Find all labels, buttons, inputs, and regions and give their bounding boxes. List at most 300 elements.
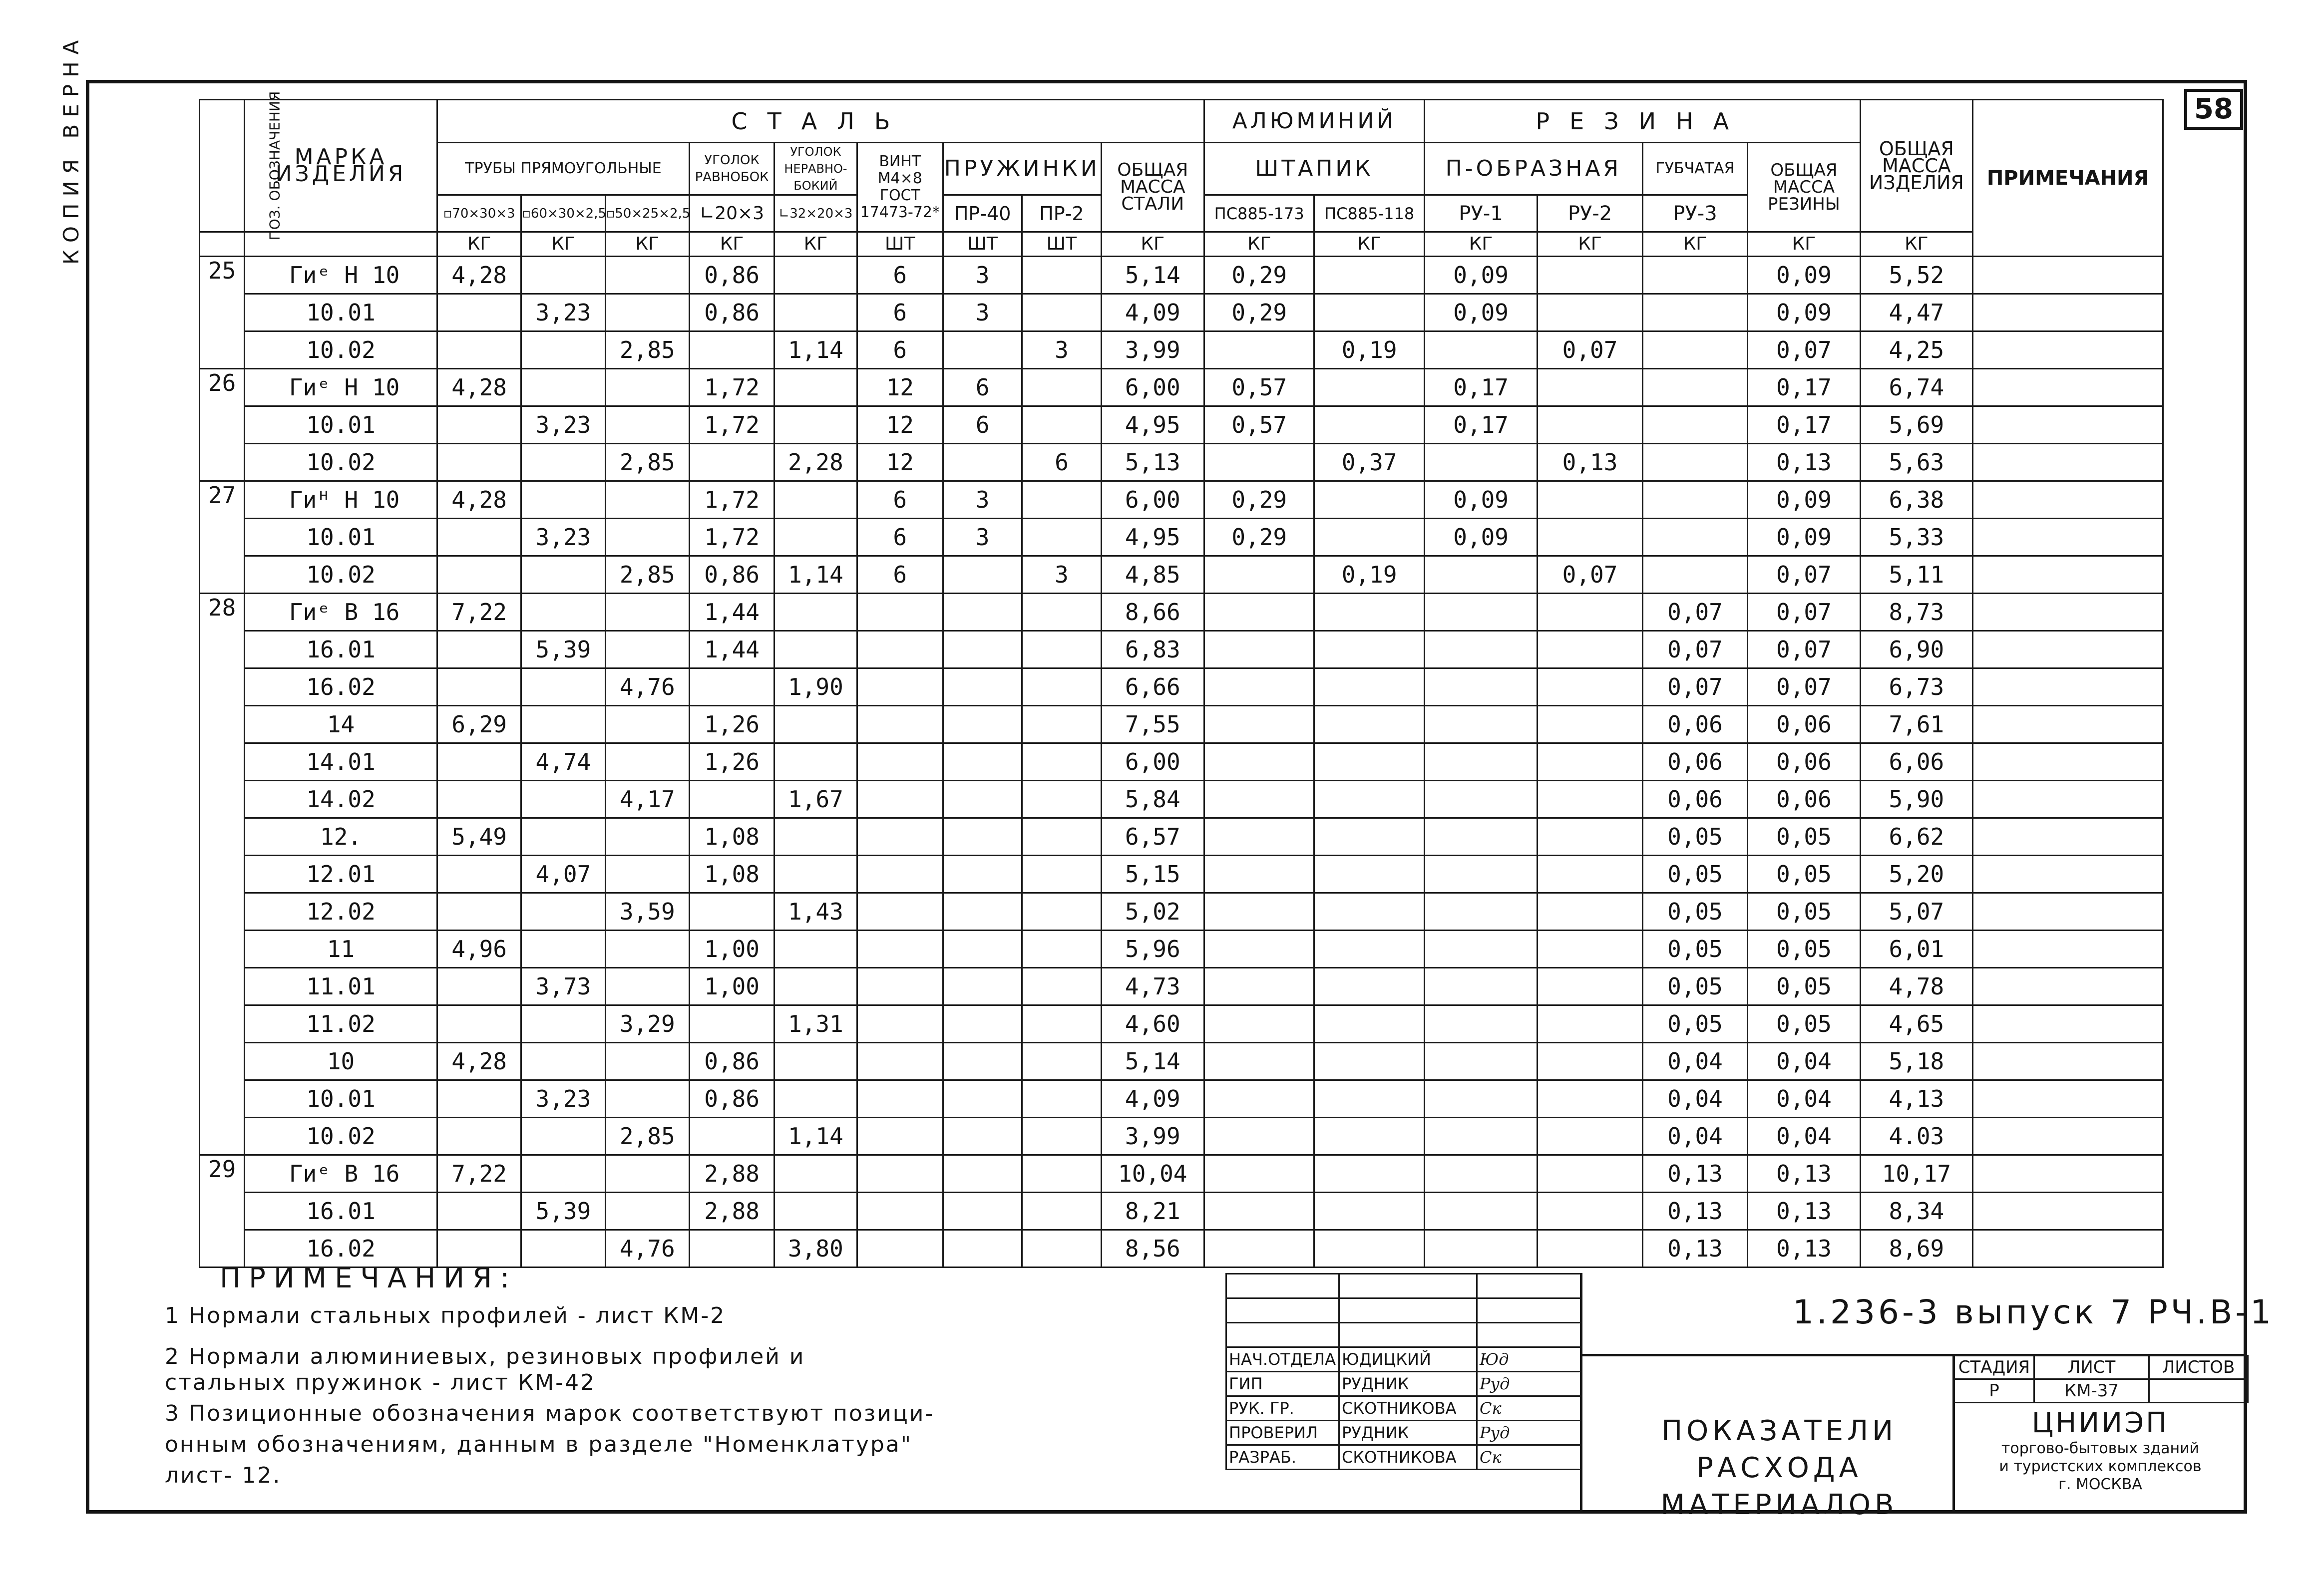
signature-role: ГИП [1226, 1372, 1339, 1396]
value-cell [1204, 856, 1314, 893]
value-cell [943, 331, 1022, 369]
value-cell: 5,63 [1860, 444, 1972, 481]
value-cell [943, 968, 1022, 1005]
signature-row [1226, 1396, 1581, 1421]
value-cell [605, 856, 689, 893]
value-cell [1022, 369, 1101, 406]
value-cell [521, 481, 605, 519]
value-cell [689, 668, 774, 706]
value-cell [775, 1193, 857, 1230]
value-cell [775, 743, 857, 781]
table-row [200, 706, 2163, 743]
value-cell [521, 893, 605, 931]
value-cell [521, 1005, 605, 1043]
value-cell [1204, 594, 1314, 631]
mark-cell: Гиᵉ Н 10 [245, 257, 437, 294]
sheets-value [2149, 1379, 2248, 1403]
header-aluminium: АЛЮМИНИЙ [1204, 100, 1424, 143]
document-code: 1.236-3 выпуск 7 РЧ.В-1 [1793, 1293, 2275, 1331]
value-cell [1314, 893, 1424, 931]
value-cell: 2,85 [605, 556, 689, 594]
value-cell: 0,37 [1314, 444, 1424, 481]
value-cell: 4,65 [1860, 1005, 1972, 1043]
value-cell: 1,44 [689, 631, 774, 668]
value-cell [1022, 856, 1101, 893]
note-line: лист- 12. [165, 1463, 282, 1488]
value-cell [521, 594, 605, 631]
note-cell [1973, 893, 2163, 931]
value-cell [775, 856, 857, 893]
header-springs: ПРУЖИНКИ [943, 143, 1101, 195]
value-cell: 0,13 [1748, 1193, 1860, 1230]
value-cell: 1,26 [689, 743, 774, 781]
value-cell: 8,69 [1860, 1230, 1972, 1268]
value-cell [857, 706, 943, 743]
value-cell [1538, 743, 1642, 781]
value-cell [1022, 706, 1101, 743]
value-cell: 0,05 [1748, 968, 1860, 1005]
value-cell [775, 1043, 857, 1080]
value-cell [521, 1230, 605, 1268]
value-cell [1538, 294, 1642, 331]
value-cell: 0,57 [1204, 406, 1314, 444]
value-cell: 4,28 [437, 257, 521, 294]
signature-row [1226, 1421, 1581, 1445]
header-spring-1: ПР-40 [943, 195, 1022, 232]
header-pipe-3: ▫50×25×2,5 [605, 195, 689, 232]
value-cell: 0,57 [1204, 369, 1314, 406]
table-row [200, 1043, 2163, 1080]
mark-cell: 14.02 [245, 781, 437, 818]
organization: ЦНИИЭП торгово-бытовых зданий и туристских комплексов г. МОСКВА [1999, 1407, 2202, 1493]
table-row [200, 481, 2163, 519]
mark-cell: 10.02 [245, 331, 437, 369]
mark-cell: 16.01 [245, 631, 437, 668]
value-cell [1424, 1043, 1537, 1080]
value-cell [521, 818, 605, 856]
value-cell: 7,22 [437, 1155, 521, 1193]
header-pos: ПОЗ. ОБОЗНАЧЕНИЯ [200, 100, 245, 232]
value-cell: 3,99 [1101, 1118, 1204, 1155]
position-cell: 25 [200, 257, 245, 369]
value-cell [857, 1155, 943, 1193]
value-cell [437, 856, 521, 893]
value-cell [1424, 1230, 1537, 1268]
value-cell [689, 331, 774, 369]
value-cell [1538, 818, 1642, 856]
table-row [200, 1118, 2163, 1155]
value-cell: 8,21 [1101, 1193, 1204, 1230]
value-cell [943, 1193, 1022, 1230]
value-cell: 0,05 [1748, 818, 1860, 856]
value-cell [1204, 631, 1314, 668]
value-cell: 0,04 [1748, 1118, 1860, 1155]
value-cell: 0,04 [1642, 1043, 1747, 1080]
value-cell: 5,52 [1860, 257, 1972, 294]
value-cell: 5,39 [521, 631, 605, 668]
value-cell [775, 706, 857, 743]
signature-role: ПРОВЕРИЛ [1226, 1421, 1339, 1445]
value-cell [437, 331, 521, 369]
value-cell: 2,85 [605, 1118, 689, 1155]
value-cell [1204, 1193, 1314, 1230]
value-cell: 5,02 [1101, 893, 1204, 931]
value-cell [1022, 931, 1101, 968]
value-cell [605, 481, 689, 519]
value-cell: 6 [857, 556, 943, 594]
value-cell [689, 1118, 774, 1155]
header-mark: МАРКА ИЗДЕЛИЯ [245, 100, 437, 232]
header-spring-2: ПР-2 [1022, 195, 1101, 232]
value-cell: 0,05 [1642, 856, 1747, 893]
value-cell: 0,17 [1424, 369, 1537, 406]
value-cell [1022, 294, 1101, 331]
value-cell: 12 [857, 369, 943, 406]
value-cell [943, 1155, 1022, 1193]
value-cell: 6 [1022, 444, 1101, 481]
value-cell: 4,76 [605, 1230, 689, 1268]
unit-kg: КГ [1748, 232, 1860, 257]
value-cell [857, 931, 943, 968]
value-cell [943, 781, 1022, 818]
value-cell: 0,05 [1642, 893, 1747, 931]
value-cell: 0,13 [1748, 444, 1860, 481]
value-cell [857, 1118, 943, 1155]
value-cell [1538, 856, 1642, 893]
value-cell [437, 631, 521, 668]
note-cell [1973, 706, 2163, 743]
value-cell [521, 1043, 605, 1080]
unit-kg: КГ [1424, 232, 1537, 257]
table-body [200, 257, 2163, 1268]
table-row [200, 257, 2163, 294]
value-cell [521, 444, 605, 481]
table-row [200, 893, 2163, 931]
value-cell [775, 481, 857, 519]
value-cell [1022, 668, 1101, 706]
value-cell [605, 743, 689, 781]
value-cell: 5,49 [437, 818, 521, 856]
value-cell [1642, 444, 1747, 481]
signature-block [1225, 1273, 1581, 1470]
value-cell [1204, 1005, 1314, 1043]
value-cell: 4,76 [605, 668, 689, 706]
value-cell [605, 519, 689, 556]
value-cell [1314, 519, 1424, 556]
value-cell [1538, 1080, 1642, 1118]
header-angle-uneq: УГОЛОК НЕРАВНО-БОКИЙ [775, 143, 857, 195]
notes-title: ПРИМЕЧАНИЯ: [220, 1262, 517, 1294]
value-cell: 1,00 [689, 968, 774, 1005]
mark-cell: Гиᵉ В 16 [245, 1155, 437, 1193]
note-cell [1973, 481, 2163, 519]
value-cell [1538, 706, 1642, 743]
value-cell: 0,09 [1424, 294, 1537, 331]
value-cell [437, 743, 521, 781]
value-cell: 5,07 [1860, 893, 1972, 931]
unit-kg: КГ [1101, 232, 1204, 257]
value-cell [1204, 1230, 1314, 1268]
value-cell [1424, 1155, 1537, 1193]
value-cell: 3,23 [521, 1080, 605, 1118]
value-cell [857, 968, 943, 1005]
value-cell: 10,17 [1860, 1155, 1972, 1193]
value-cell [437, 1118, 521, 1155]
value-cell [1314, 481, 1424, 519]
value-cell [943, 856, 1022, 893]
value-cell: 1,14 [775, 331, 857, 369]
unit-kg: КГ [775, 232, 857, 257]
value-cell [1424, 1005, 1537, 1043]
value-cell: 5,14 [1101, 257, 1204, 294]
value-cell: 1,08 [689, 818, 774, 856]
mark-cell: 10.01 [245, 294, 437, 331]
value-cell [605, 706, 689, 743]
stage-table [1953, 1355, 2249, 1403]
value-cell: 6 [943, 406, 1022, 444]
value-cell: 3,29 [605, 1005, 689, 1043]
value-cell [1538, 1043, 1642, 1080]
value-cell: 6,66 [1101, 668, 1204, 706]
value-cell [775, 1080, 857, 1118]
value-cell: 6,57 [1101, 818, 1204, 856]
value-cell: 0,06 [1748, 706, 1860, 743]
value-cell [1314, 856, 1424, 893]
value-cell [1314, 1080, 1424, 1118]
value-cell [1022, 631, 1101, 668]
header-ru-2: РУ-2 [1538, 195, 1642, 232]
value-cell: 6 [857, 294, 943, 331]
mark-cell: 16.01 [245, 1193, 437, 1230]
value-cell [1314, 1118, 1424, 1155]
table-row [200, 556, 2163, 594]
stage-value: Р [1954, 1379, 2034, 1403]
value-cell: 4,28 [437, 369, 521, 406]
value-cell [775, 631, 857, 668]
table-row [200, 743, 2163, 781]
value-cell [521, 556, 605, 594]
value-cell [437, 406, 521, 444]
value-cell: 0,13 [1642, 1155, 1747, 1193]
value-cell: 3,80 [775, 1230, 857, 1268]
value-cell [943, 631, 1022, 668]
value-cell: 0,13 [1642, 1193, 1747, 1230]
value-cell [1204, 968, 1314, 1005]
value-cell: 0,09 [1748, 257, 1860, 294]
value-cell: 1,90 [775, 668, 857, 706]
value-cell: 5,69 [1860, 406, 1972, 444]
value-cell [1204, 893, 1314, 931]
value-cell [1022, 1080, 1101, 1118]
value-cell [1022, 1193, 1101, 1230]
value-cell [775, 594, 857, 631]
value-cell [943, 818, 1022, 856]
value-cell: 0,17 [1748, 369, 1860, 406]
header-spongy: ГУБЧАТАЯ [1642, 143, 1747, 195]
value-cell: 0,05 [1748, 1005, 1860, 1043]
value-cell [1424, 444, 1537, 481]
value-cell [1314, 968, 1424, 1005]
value-cell [1642, 519, 1747, 556]
note-cell [1973, 406, 2163, 444]
value-cell [857, 893, 943, 931]
unit-kg: КГ [1204, 232, 1314, 257]
value-cell [943, 1118, 1022, 1155]
value-cell [1022, 781, 1101, 818]
note-cell [1973, 968, 2163, 1005]
value-cell: 4,60 [1101, 1005, 1204, 1043]
value-cell: 5,96 [1101, 931, 1204, 968]
note-cell [1973, 631, 2163, 668]
value-cell: 4,78 [1860, 968, 1972, 1005]
header-pipes: ТРУБЫ ПРЯМОУГОЛЬНЫЕ [437, 143, 689, 195]
value-cell: 0,04 [1642, 1080, 1747, 1118]
unit-kg: КГ [605, 232, 689, 257]
value-cell [1204, 931, 1314, 968]
table-row [200, 1005, 2163, 1043]
value-cell: 0,86 [689, 1080, 774, 1118]
value-cell: 4,85 [1101, 556, 1204, 594]
value-cell: 5,20 [1860, 856, 1972, 893]
value-cell [943, 931, 1022, 968]
value-cell [1538, 519, 1642, 556]
value-cell [605, 931, 689, 968]
sheets-header: ЛИСТОВ [2149, 1356, 2248, 1379]
value-cell [775, 1155, 857, 1193]
value-cell: 1,00 [689, 931, 774, 968]
signature-role: РАЗРАБ. [1226, 1445, 1339, 1470]
value-cell: 0,17 [1748, 406, 1860, 444]
note-line: 2 Нормали алюминиевых, резиновых профилей и [165, 1344, 805, 1369]
value-cell [605, 257, 689, 294]
signature-name: ЮДИЦКИЙ [1339, 1347, 1477, 1372]
value-cell [1424, 668, 1537, 706]
value-cell: 0,17 [1424, 406, 1537, 444]
table-row [200, 519, 2163, 556]
note-cell [1973, 781, 2163, 818]
signature-mark: Руд [1477, 1421, 1581, 1445]
value-cell: 0,07 [1642, 668, 1747, 706]
value-cell: 0,09 [1748, 294, 1860, 331]
value-cell: 5,11 [1860, 556, 1972, 594]
signature-name: СКОТНИКОВА [1339, 1396, 1477, 1421]
value-cell: 0,06 [1642, 781, 1747, 818]
position-cell: 28 [200, 594, 245, 1155]
mark-cell: 14.01 [245, 743, 437, 781]
mark-cell: 16.02 [245, 668, 437, 706]
value-cell [1538, 1155, 1642, 1193]
value-cell: 8,73 [1860, 594, 1972, 631]
note-cell [1973, 1230, 2163, 1268]
value-cell [1424, 968, 1537, 1005]
value-cell: 2,28 [775, 444, 857, 481]
mark-cell: 10.02 [245, 444, 437, 481]
value-cell [775, 519, 857, 556]
value-cell: 0,07 [1748, 556, 1860, 594]
header-p-shaped: П-ОБРАЗНАЯ [1424, 143, 1642, 195]
value-cell: 6,00 [1101, 743, 1204, 781]
mark-cell: 11 [245, 931, 437, 968]
value-cell: 3 [1022, 331, 1101, 369]
value-cell [943, 1230, 1022, 1268]
value-cell: 1,14 [775, 556, 857, 594]
value-cell: 2,85 [605, 444, 689, 481]
value-cell [857, 856, 943, 893]
value-cell: 12 [857, 444, 943, 481]
value-cell: 3 [943, 519, 1022, 556]
value-cell [1204, 1043, 1314, 1080]
value-cell [437, 1080, 521, 1118]
value-cell: 3 [943, 294, 1022, 331]
value-cell [437, 444, 521, 481]
mark-cell: 10 [245, 1043, 437, 1080]
value-cell: 0,06 [1642, 706, 1747, 743]
value-cell [1642, 331, 1747, 369]
value-cell: 0,04 [1748, 1080, 1860, 1118]
position-cell: 26 [200, 369, 245, 481]
value-cell: 0,13 [1748, 1155, 1860, 1193]
value-cell [437, 519, 521, 556]
value-cell: 3 [943, 257, 1022, 294]
note-cell [1973, 519, 2163, 556]
value-cell [943, 1005, 1022, 1043]
value-cell: 4,09 [1101, 294, 1204, 331]
value-cell [775, 818, 857, 856]
header-angle-eq-size: ∟20×3 [689, 195, 774, 232]
note-cell [1973, 856, 2163, 893]
signature-blank-row [1226, 1323, 1581, 1347]
value-cell [437, 781, 521, 818]
value-cell [1314, 294, 1424, 331]
value-cell [521, 1155, 605, 1193]
signature-row [1226, 1445, 1581, 1470]
value-cell: 0,05 [1642, 1005, 1747, 1043]
value-cell [1022, 1005, 1101, 1043]
value-cell [1022, 893, 1101, 931]
signature-blank-row [1226, 1274, 1581, 1298]
value-cell [775, 931, 857, 968]
value-cell [1314, 1230, 1424, 1268]
note-cell [1973, 556, 2163, 594]
table-row [200, 406, 2163, 444]
value-cell [605, 594, 689, 631]
unit-kg: КГ [1314, 232, 1424, 257]
note-cell [1973, 594, 2163, 631]
value-cell [1424, 781, 1537, 818]
value-cell: 0,86 [689, 1043, 774, 1080]
unit-kg: КГ [1538, 232, 1642, 257]
value-cell [943, 743, 1022, 781]
table-row [200, 1080, 2163, 1118]
value-cell [1538, 668, 1642, 706]
note-cell [1973, 294, 2163, 331]
value-cell: 0,07 [1538, 556, 1642, 594]
value-cell [943, 668, 1022, 706]
value-cell: 6,29 [437, 706, 521, 743]
value-cell: 6 [857, 331, 943, 369]
value-cell [943, 706, 1022, 743]
value-cell [1314, 594, 1424, 631]
value-cell [857, 1193, 943, 1230]
value-cell: 1,14 [775, 1118, 857, 1155]
value-cell: 8,66 [1101, 594, 1204, 631]
table-row [200, 594, 2163, 631]
value-cell: 4,95 [1101, 519, 1204, 556]
signature-row [1226, 1347, 1581, 1372]
value-cell: 6 [857, 481, 943, 519]
value-cell: 5,39 [521, 1193, 605, 1230]
header-notes-col: ПРИМЕЧАНИЯ [1973, 100, 2163, 257]
